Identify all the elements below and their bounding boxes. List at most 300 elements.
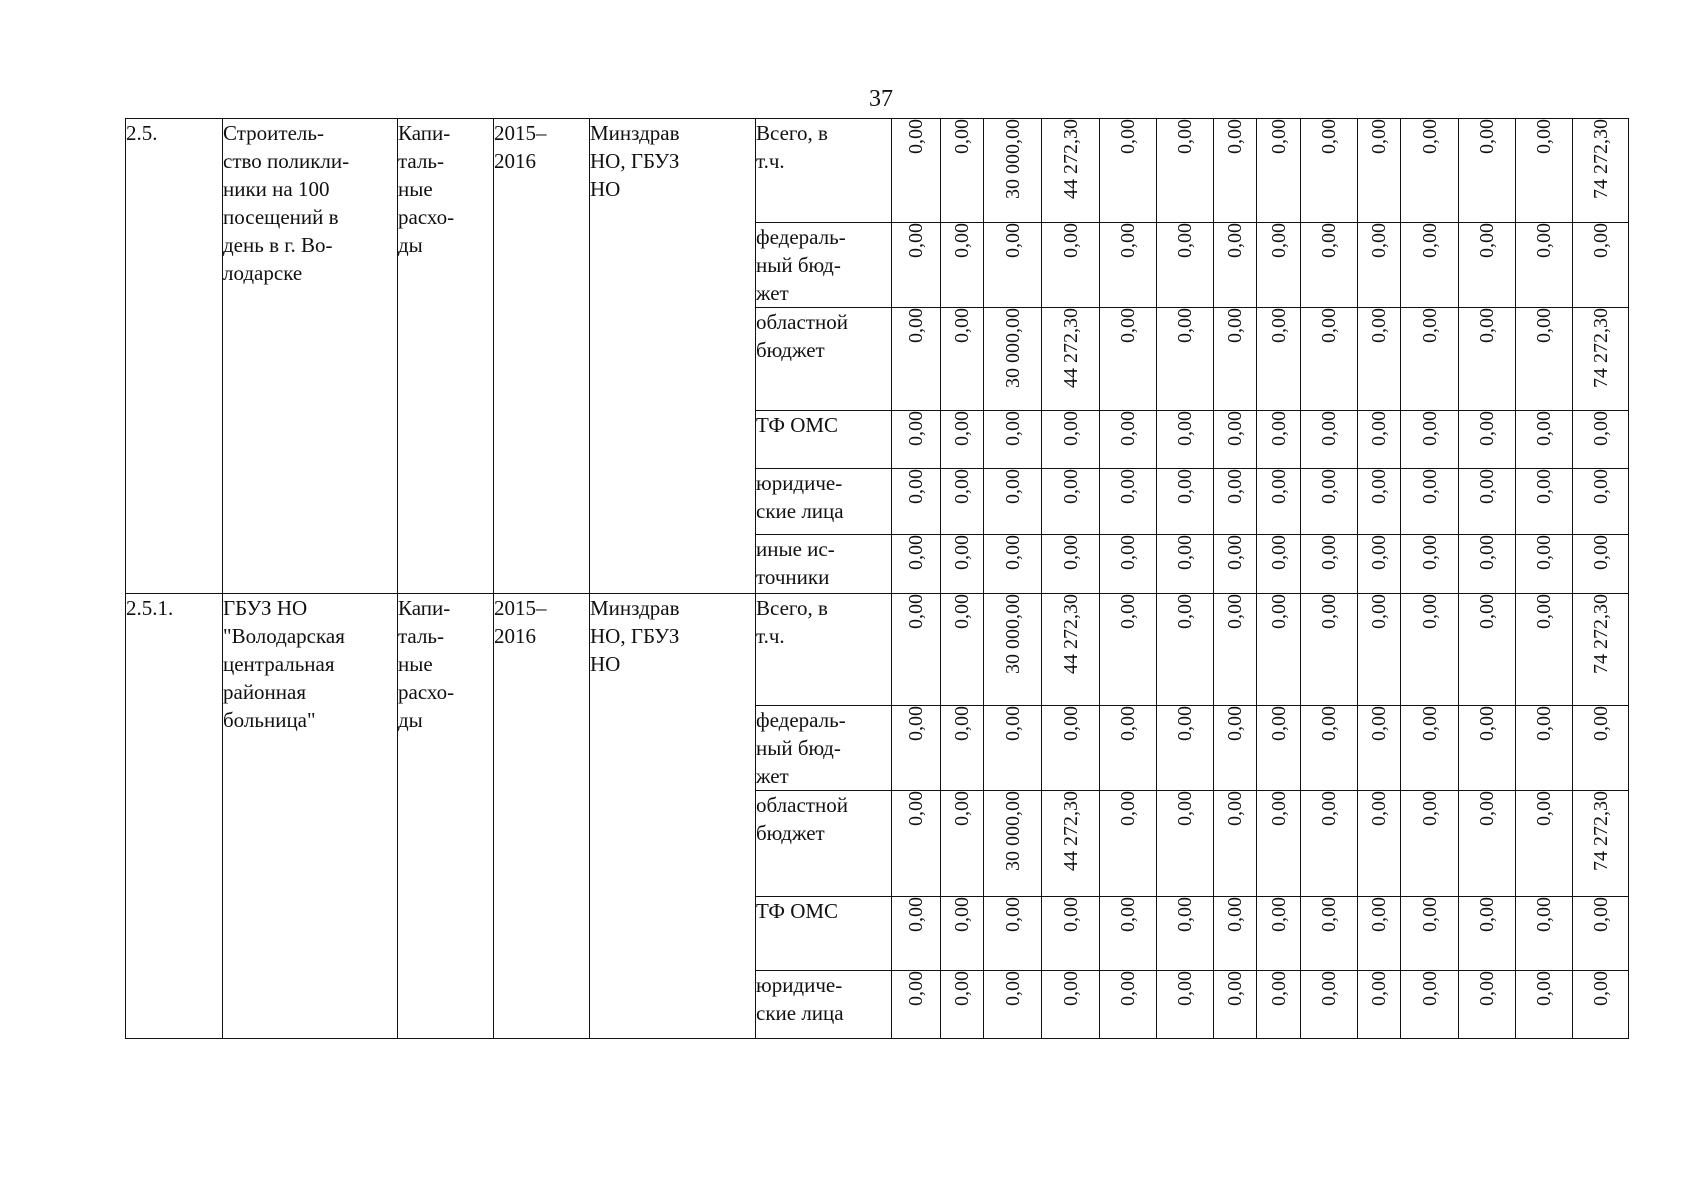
amount-value: 0,00 xyxy=(1267,308,1290,343)
amount-cell xyxy=(1214,223,1257,308)
amount-cell xyxy=(1301,223,1358,308)
item-name-cell xyxy=(223,119,398,594)
amount-value: 0,00 xyxy=(1174,594,1196,629)
amount-cell xyxy=(1516,308,1573,411)
amount-value: 0,00 xyxy=(1589,971,1612,1006)
amount-value: 0,00 xyxy=(905,594,927,629)
amount-value: 30 000,00 xyxy=(1001,594,1024,674)
amount-value: 0,00 xyxy=(1267,897,1290,932)
amount-value: 0,00 xyxy=(1418,535,1441,570)
amount-value: 44 272,30 xyxy=(1059,308,1082,388)
item-number-cell xyxy=(126,119,223,594)
amount-cell xyxy=(1401,223,1459,308)
item-name-line: ство поликли- xyxy=(223,149,350,173)
period-cell xyxy=(494,119,590,594)
funding-source-line: областной xyxy=(756,793,848,817)
funding-source-line: жет xyxy=(756,281,789,305)
expense-type-line: таль- xyxy=(398,624,444,648)
amount-cell xyxy=(1573,791,1629,897)
amount-cell xyxy=(984,469,1042,535)
amount-cell xyxy=(1358,223,1401,308)
amount-value: 0,00 xyxy=(1224,791,1246,826)
amount-cell xyxy=(1516,706,1573,791)
amount-value: 0,00 xyxy=(1059,223,1082,258)
amount-cell xyxy=(1516,594,1573,706)
amount-value: 0,00 xyxy=(1418,791,1441,826)
amount-cell xyxy=(892,897,941,971)
amount-value: 0,00 xyxy=(1174,411,1196,446)
amount-value: 0,00 xyxy=(1117,897,1139,932)
amount-value: 0,00 xyxy=(1001,411,1024,446)
amount-cell xyxy=(1401,897,1459,971)
expense-type-cell xyxy=(398,594,494,1039)
amount-cell xyxy=(1214,706,1257,791)
amount-cell xyxy=(1100,308,1157,411)
amount-cell xyxy=(1301,469,1358,535)
amount-cell xyxy=(1459,594,1516,706)
amount-value: 0,00 xyxy=(1001,469,1024,504)
period-cell xyxy=(494,594,590,1039)
expense-type-line: таль- xyxy=(398,149,444,173)
funding-source-cell xyxy=(756,223,892,308)
funding-source-cell xyxy=(756,706,892,791)
amount-value: 0,00 xyxy=(1418,308,1441,343)
amount-cell xyxy=(941,308,984,411)
amount-cell xyxy=(984,791,1042,897)
amount-cell xyxy=(1100,223,1157,308)
amount-value: 0,00 xyxy=(1418,411,1441,446)
amount-cell xyxy=(1257,791,1301,897)
amount-cell xyxy=(1358,469,1401,535)
amount-value: 0,00 xyxy=(905,308,927,343)
amount-value: 0,00 xyxy=(1533,469,1555,504)
amount-cell xyxy=(1358,971,1401,1039)
amount-value: 0,00 xyxy=(1267,971,1290,1006)
funding-source-cell xyxy=(756,594,892,706)
amount-value: 0,00 xyxy=(1476,897,1498,932)
amount-cell xyxy=(1358,897,1401,971)
budget-table xyxy=(125,118,1629,1039)
amount-value: 0,00 xyxy=(905,706,927,741)
amount-value: 0,00 xyxy=(1589,469,1612,504)
amount-value: 0,00 xyxy=(1267,594,1290,629)
amount-cell xyxy=(1459,308,1516,411)
amount-cell xyxy=(941,706,984,791)
amount-value: 0,00 xyxy=(1368,594,1390,629)
amount-value: 0,00 xyxy=(1476,119,1498,154)
amount-value: 0,00 xyxy=(1318,971,1340,1006)
amount-value: 74 272,30 xyxy=(1589,308,1612,388)
amount-cell xyxy=(1214,411,1257,469)
funding-source-line: областной xyxy=(756,310,848,334)
amount-cell xyxy=(1157,119,1214,223)
amount-cell xyxy=(1516,971,1573,1039)
amount-value: 0,00 xyxy=(905,897,927,932)
amount-cell xyxy=(1257,469,1301,535)
amount-cell xyxy=(1157,897,1214,971)
amount-value: 0,00 xyxy=(1059,706,1082,741)
amount-cell xyxy=(1358,791,1401,897)
expense-type-cell xyxy=(398,119,494,594)
funding-source-line: т.ч. xyxy=(756,624,785,648)
amount-cell xyxy=(984,535,1042,594)
funding-source-cell xyxy=(756,411,892,469)
amount-cell xyxy=(1100,971,1157,1039)
amount-cell xyxy=(1214,971,1257,1039)
amount-value: 0,00 xyxy=(1368,971,1390,1006)
amount-cell xyxy=(1257,897,1301,971)
amount-value: 44 272,30 xyxy=(1059,119,1082,199)
amount-value: 0,00 xyxy=(1318,706,1340,741)
funding-source-cell xyxy=(756,308,892,411)
expense-type-line: ды xyxy=(398,233,423,257)
amount-cell xyxy=(1358,411,1401,469)
amount-value: 0,00 xyxy=(1224,971,1246,1006)
amount-cell xyxy=(1459,469,1516,535)
amount-value: 0,00 xyxy=(1318,223,1340,258)
amount-value: 0,00 xyxy=(1589,897,1612,932)
item-number: 2.5. xyxy=(126,121,158,145)
amount-cell xyxy=(1401,535,1459,594)
amount-value: 0,00 xyxy=(1059,897,1082,932)
amount-value: 0,00 xyxy=(1476,308,1498,343)
amount-cell xyxy=(1100,411,1157,469)
amount-value: 0,00 xyxy=(1368,308,1390,343)
amount-value: 0,00 xyxy=(1533,706,1555,741)
amount-cell xyxy=(1301,897,1358,971)
amount-cell xyxy=(1257,535,1301,594)
amount-cell xyxy=(1301,791,1358,897)
amount-cell xyxy=(1214,308,1257,411)
executor-line: НО, ГБУЗ xyxy=(590,624,680,648)
amount-value: 0,00 xyxy=(1418,897,1441,932)
funding-source-line: бюджет xyxy=(756,338,825,362)
expense-type-line: ные xyxy=(398,177,433,201)
amount-cell xyxy=(1459,706,1516,791)
amount-value: 0,00 xyxy=(1224,535,1246,570)
amount-value: 0,00 xyxy=(1368,535,1390,570)
amount-cell xyxy=(1042,897,1100,971)
amount-value: 0,00 xyxy=(1001,706,1024,741)
amount-cell xyxy=(1459,897,1516,971)
item-number-cell xyxy=(126,594,223,1039)
amount-cell xyxy=(1573,223,1629,308)
amount-cell xyxy=(1042,594,1100,706)
amount-value: 0,00 xyxy=(1476,223,1498,258)
item-name-line: центральная xyxy=(223,652,335,676)
item-name-cell xyxy=(223,594,398,1039)
amount-cell xyxy=(1100,119,1157,223)
amount-value: 0,00 xyxy=(1174,971,1196,1006)
amount-cell xyxy=(1157,971,1214,1039)
funding-source-line: бюджет xyxy=(756,821,825,845)
amount-value: 0,00 xyxy=(1117,119,1139,154)
amount-cell xyxy=(1100,897,1157,971)
amount-value: 0,00 xyxy=(1059,971,1082,1006)
amount-value: 0,00 xyxy=(951,897,973,932)
amount-value: 0,00 xyxy=(1001,535,1024,570)
amount-value: 0,00 xyxy=(951,308,973,343)
amount-value: 0,00 xyxy=(1224,223,1246,258)
amount-value: 0,00 xyxy=(1117,594,1139,629)
funding-source-line: Всего, в xyxy=(756,121,828,145)
amount-value: 0,00 xyxy=(951,594,973,629)
amount-value: 0,00 xyxy=(1224,308,1246,343)
amount-value: 0,00 xyxy=(1368,411,1390,446)
amount-cell xyxy=(941,469,984,535)
amount-cell xyxy=(892,411,941,469)
executor-cell xyxy=(590,119,756,594)
expense-type-line: ные xyxy=(398,652,433,676)
amount-cell xyxy=(1516,535,1573,594)
amount-cell xyxy=(941,411,984,469)
executor-line: Минздрав xyxy=(590,121,680,145)
amount-cell xyxy=(1573,897,1629,971)
amount-cell xyxy=(1157,469,1214,535)
amount-value: 0,00 xyxy=(1533,308,1555,343)
amount-value: 0,00 xyxy=(1368,897,1390,932)
funding-source-line: т.ч. xyxy=(756,149,785,173)
amount-cell xyxy=(892,706,941,791)
amount-cell xyxy=(1257,594,1301,706)
amount-cell xyxy=(892,971,941,1039)
amount-value: 0,00 xyxy=(951,971,973,1006)
item-name-line: районная xyxy=(223,680,307,704)
amount-value: 0,00 xyxy=(1533,535,1555,570)
amount-value: 0,00 xyxy=(905,411,927,446)
amount-cell xyxy=(1516,791,1573,897)
funding-source-cell xyxy=(756,535,892,594)
amount-value: 0,00 xyxy=(1318,594,1340,629)
funding-source-line: юридиче- xyxy=(756,973,843,997)
amount-cell xyxy=(984,971,1042,1039)
amount-value: 0,00 xyxy=(905,791,927,826)
amount-value: 0,00 xyxy=(1476,469,1498,504)
expense-type-line: Капи- xyxy=(398,121,451,145)
amount-cell xyxy=(1516,897,1573,971)
amount-cell xyxy=(1257,971,1301,1039)
amount-value: 0,00 xyxy=(1368,223,1390,258)
amount-cell xyxy=(984,594,1042,706)
amount-cell xyxy=(984,411,1042,469)
amount-cell xyxy=(1573,535,1629,594)
item-name-line: больница" xyxy=(223,708,316,732)
executor-line: НО xyxy=(590,177,621,201)
amount-cell xyxy=(892,119,941,223)
amount-cell xyxy=(1214,594,1257,706)
amount-value: 30 000,00 xyxy=(1001,308,1024,388)
amount-value: 0,00 xyxy=(951,223,973,258)
amount-cell xyxy=(1573,594,1629,706)
amount-value: 0,00 xyxy=(1418,119,1441,154)
amount-cell xyxy=(1100,535,1157,594)
amount-cell xyxy=(984,897,1042,971)
amount-value: 0,00 xyxy=(1059,535,1082,570)
amount-cell xyxy=(892,308,941,411)
amount-cell xyxy=(1459,791,1516,897)
amount-value: 0,00 xyxy=(1533,119,1555,154)
funding-source-line: иные ис- xyxy=(756,537,835,561)
funding-source-line: федераль- xyxy=(756,225,846,249)
amount-value: 0,00 xyxy=(1001,897,1024,932)
funding-source-cell xyxy=(756,897,892,971)
amount-cell xyxy=(1214,535,1257,594)
item-name-line: Строитель- xyxy=(223,121,324,145)
amount-value: 0,00 xyxy=(951,535,973,570)
amount-value: 0,00 xyxy=(1418,469,1441,504)
amount-cell xyxy=(984,223,1042,308)
amount-cell xyxy=(1100,594,1157,706)
amount-value: 0,00 xyxy=(1533,897,1555,932)
amount-cell xyxy=(941,897,984,971)
executor-line: НО, ГБУЗ xyxy=(590,149,680,173)
amount-value: 0,00 xyxy=(905,535,927,570)
item-number: 2.5.1. xyxy=(126,596,174,620)
amount-cell xyxy=(1100,791,1157,897)
amount-cell xyxy=(1358,535,1401,594)
funding-source-cell xyxy=(756,469,892,535)
amount-value: 0,00 xyxy=(1476,706,1498,741)
amount-value: 0,00 xyxy=(1589,535,1612,570)
amount-cell xyxy=(1257,308,1301,411)
amount-value: 0,00 xyxy=(951,706,973,741)
amount-cell xyxy=(1301,706,1358,791)
expense-type-line: расхо- xyxy=(398,680,455,704)
table-row xyxy=(126,119,1629,223)
amount-value: 0,00 xyxy=(1318,411,1340,446)
amount-cell xyxy=(1042,535,1100,594)
amount-cell xyxy=(892,223,941,308)
period-line: 2016 xyxy=(494,149,536,173)
amount-cell xyxy=(984,706,1042,791)
amount-cell xyxy=(984,119,1042,223)
amount-cell xyxy=(1257,411,1301,469)
amount-cell xyxy=(1301,411,1358,469)
amount-cell xyxy=(892,594,941,706)
amount-cell xyxy=(1257,119,1301,223)
amount-value: 0,00 xyxy=(1368,469,1390,504)
funding-source-line: ный бюд- xyxy=(756,253,841,277)
funding-source-line: федераль- xyxy=(756,708,846,732)
amount-value: 0,00 xyxy=(951,411,973,446)
amount-cell xyxy=(892,469,941,535)
amount-value: 0,00 xyxy=(1117,535,1139,570)
amount-cell xyxy=(1573,119,1629,223)
amount-value: 0,00 xyxy=(951,469,973,504)
amount-value: 0,00 xyxy=(1533,411,1555,446)
amount-value: 0,00 xyxy=(1589,411,1612,446)
amount-cell xyxy=(941,971,984,1039)
amount-value: 0,00 xyxy=(1318,791,1340,826)
item-name-line: посещений в xyxy=(223,205,339,229)
amount-value: 0,00 xyxy=(1224,411,1246,446)
amount-cell xyxy=(1358,706,1401,791)
amount-cell xyxy=(1516,411,1573,469)
amount-cell xyxy=(1401,411,1459,469)
amount-cell xyxy=(1401,791,1459,897)
item-name-line: лодарске xyxy=(223,261,303,285)
amount-value: 0,00 xyxy=(1318,535,1340,570)
funding-source-line: ские лица xyxy=(756,1001,844,1025)
expense-type-line: ды xyxy=(398,708,423,732)
amount-cell xyxy=(941,119,984,223)
funding-source-cell xyxy=(756,791,892,897)
amount-value: 0,00 xyxy=(1368,119,1390,154)
amount-value: 0,00 xyxy=(1318,308,1340,343)
amount-cell xyxy=(941,791,984,897)
amount-value: 0,00 xyxy=(1174,897,1196,932)
amount-value: 0,00 xyxy=(1117,411,1139,446)
amount-cell xyxy=(1100,469,1157,535)
amount-value: 0,00 xyxy=(1476,971,1498,1006)
item-name-line: день в г. Во- xyxy=(223,233,333,257)
amount-cell xyxy=(1100,706,1157,791)
amount-cell xyxy=(1358,308,1401,411)
amount-value: 0,00 xyxy=(1533,594,1555,629)
amount-cell xyxy=(984,308,1042,411)
amount-value: 0,00 xyxy=(1174,535,1196,570)
amount-value: 0,00 xyxy=(1318,469,1340,504)
amount-cell xyxy=(1157,706,1214,791)
item-name-line: ники на 100 xyxy=(223,177,330,201)
table-row xyxy=(126,594,1629,706)
amount-value: 0,00 xyxy=(1418,706,1441,741)
amount-cell xyxy=(1573,469,1629,535)
amount-value: 0,00 xyxy=(1418,223,1441,258)
amount-value: 0,00 xyxy=(1117,971,1139,1006)
amount-value: 0,00 xyxy=(1589,706,1612,741)
amount-cell xyxy=(1042,411,1100,469)
amount-cell xyxy=(1459,119,1516,223)
amount-cell xyxy=(1401,594,1459,706)
amount-cell xyxy=(892,535,941,594)
amount-cell xyxy=(1401,308,1459,411)
amount-value: 0,00 xyxy=(1059,469,1082,504)
expense-type-line: расхо- xyxy=(398,205,455,229)
amount-value: 0,00 xyxy=(1001,971,1024,1006)
amount-value: 0,00 xyxy=(905,971,927,1006)
amount-cell xyxy=(1573,971,1629,1039)
amount-cell xyxy=(1573,411,1629,469)
amount-value: 44 272,30 xyxy=(1059,791,1082,871)
amount-cell xyxy=(1214,469,1257,535)
amount-value: 74 272,30 xyxy=(1589,594,1612,674)
amount-value: 0,00 xyxy=(1224,897,1246,932)
amount-cell xyxy=(1301,308,1358,411)
amount-value: 0,00 xyxy=(1418,594,1441,629)
amount-value: 74 272,30 xyxy=(1589,119,1612,199)
amount-cell xyxy=(1157,411,1214,469)
amount-cell xyxy=(1257,223,1301,308)
amount-value: 74 272,30 xyxy=(1589,791,1612,871)
amount-value: 0,00 xyxy=(1318,119,1340,154)
amount-value: 0,00 xyxy=(1117,706,1139,741)
amount-cell xyxy=(1042,791,1100,897)
amount-value: 0,00 xyxy=(1174,223,1196,258)
executor-cell xyxy=(590,594,756,1039)
amount-cell xyxy=(1301,535,1358,594)
amount-cell xyxy=(941,223,984,308)
amount-value: 0,00 xyxy=(1117,469,1139,504)
amount-cell xyxy=(1301,971,1358,1039)
amount-cell xyxy=(941,535,984,594)
amount-value: 0,00 xyxy=(1174,706,1196,741)
amount-value: 0,00 xyxy=(905,469,927,504)
amount-value: 0,00 xyxy=(1267,535,1290,570)
funding-source-line: ТФ ОМС xyxy=(756,899,839,923)
amount-value: 0,00 xyxy=(1059,411,1082,446)
amount-cell xyxy=(1516,223,1573,308)
